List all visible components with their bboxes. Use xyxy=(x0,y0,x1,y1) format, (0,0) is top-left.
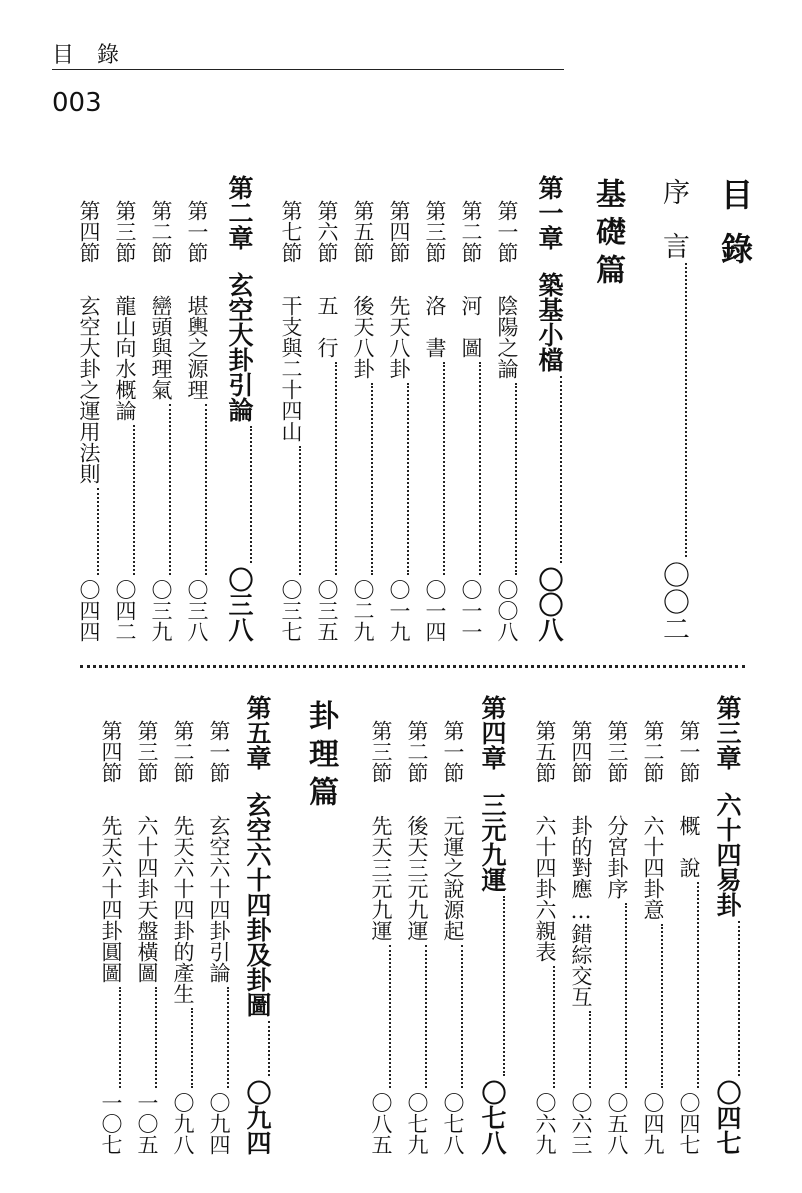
leader-dots xyxy=(425,945,427,1088)
toc-section-2-3[interactable] xyxy=(114,200,135,642)
toc-section-3-3[interactable] xyxy=(606,720,627,1155)
section-title: 龍山向水概論 xyxy=(113,295,137,421)
toc-section-1-3[interactable] xyxy=(424,200,445,642)
section-title: 元運之說源起 xyxy=(441,815,465,941)
section-label: 第四節 xyxy=(387,200,411,263)
toc-entry-preface[interactable] xyxy=(660,178,687,642)
chapter-title: 六十四易卦 xyxy=(713,792,742,917)
section-label: 第一節 xyxy=(677,720,701,783)
section-title: 洛 書 xyxy=(423,295,447,358)
leader-dots xyxy=(169,404,171,575)
section-label: 第五節 xyxy=(351,200,375,263)
leader-dots xyxy=(227,987,229,1088)
toc-chapter-2[interactable] xyxy=(227,175,252,642)
section-title: 河 圖 xyxy=(459,295,483,358)
section-label: 第一節 xyxy=(495,200,519,263)
leader-dots xyxy=(589,1011,591,1088)
chapter-title: 玄空六十四卦及卦圖 xyxy=(243,792,272,1017)
section-label: 第五節 xyxy=(533,720,557,783)
leader-dots xyxy=(389,945,391,1088)
leader-dots xyxy=(119,987,121,1088)
leader-dots xyxy=(191,1008,193,1088)
leader-dots xyxy=(299,446,301,575)
chapter-label: 第二章 xyxy=(225,175,254,250)
toc-section-1-1[interactable] xyxy=(496,200,517,642)
page-ref: 〇七八 xyxy=(441,1092,465,1155)
leader-dots xyxy=(133,425,135,575)
leader-dots xyxy=(625,903,627,1088)
page-ref: 〇〇八 xyxy=(495,579,519,642)
section-title: 概 說 xyxy=(677,815,701,878)
page-number: 003 xyxy=(52,88,102,118)
toc-section-4-3[interactable] xyxy=(370,720,391,1155)
toc-section-1-2[interactable] xyxy=(460,200,481,642)
chapter-title: 三元九運 xyxy=(478,792,507,892)
section-label: 第二節 xyxy=(405,720,429,783)
page-ref: 〇一九 xyxy=(387,579,411,642)
preface-label: 序 言 xyxy=(658,178,689,259)
leader-dots xyxy=(685,263,687,557)
page-ref: 〇八五 xyxy=(369,1092,393,1155)
leader-dots xyxy=(553,966,555,1088)
page-ref: 〇五八 xyxy=(605,1092,629,1155)
toc-section-5-2[interactable] xyxy=(172,720,193,1155)
section-title: 六十四卦意 xyxy=(641,815,665,920)
leader-dots xyxy=(268,1021,270,1076)
toc-section-1-6[interactable] xyxy=(316,200,337,642)
section-title: 干支與二十四山 xyxy=(279,295,303,442)
chapter-label: 第一章 xyxy=(535,175,564,250)
section-title: 五 行 xyxy=(315,295,339,358)
section-title: 六十四卦六親表 xyxy=(533,815,557,962)
leader-dots xyxy=(97,488,99,575)
page-ref: 〇七八 xyxy=(478,1080,507,1155)
toc-section-1-7[interactable] xyxy=(280,200,301,642)
toc-chapter-5[interactable] xyxy=(245,695,270,1155)
page-ref: 〇四二 xyxy=(113,579,137,642)
chapter-title: 玄空大卦引論 xyxy=(225,272,254,422)
leader-dots xyxy=(503,896,505,1076)
leader-dots xyxy=(515,383,517,575)
toc-chapter-1[interactable] xyxy=(537,175,562,642)
section-label: 第四節 xyxy=(99,720,123,783)
page-ref: 〇三八 xyxy=(225,567,254,642)
section-label: 第二節 xyxy=(149,200,173,263)
section-title: 六十四卦天盤橫圖 xyxy=(135,815,159,983)
toc-section-3-2[interactable] xyxy=(642,720,663,1155)
page-ref: 〇〇八 xyxy=(535,567,564,642)
page-ref: 〇九四 xyxy=(243,1080,272,1155)
toc-title: 目錄 xyxy=(716,178,754,286)
section-label: 第一節 xyxy=(441,720,465,783)
section-label: 第七節 xyxy=(279,200,303,263)
section-label: 第三節 xyxy=(135,720,159,783)
toc-chapter-3[interactable] xyxy=(715,695,740,1155)
section-title: 玄空六十四卦引論 xyxy=(207,815,231,983)
part-heading-hexagram-theory: 卦理篇 xyxy=(303,700,338,814)
toc-section-3-5[interactable] xyxy=(534,720,555,1155)
chapter-title: 築基小檔 xyxy=(535,272,564,372)
page-ref: 〇九八 xyxy=(171,1092,195,1155)
page-ref: 〇四四 xyxy=(77,579,101,642)
page-ref: 〇三八 xyxy=(185,579,209,642)
section-title: 後天三元九運 xyxy=(405,815,429,941)
page-ref: 〇六三 xyxy=(569,1092,593,1155)
leader-dots xyxy=(661,924,663,1088)
page-ref: 〇七九 xyxy=(405,1092,429,1155)
chapter-label: 第四章 xyxy=(478,695,507,770)
leader-dots xyxy=(371,383,373,575)
page-ref: 〇四七 xyxy=(713,1080,742,1155)
chapter-label: 第五章 xyxy=(243,695,272,770)
section-title: 後天八卦 xyxy=(351,295,375,379)
toc-section-4-2[interactable] xyxy=(406,720,427,1155)
page-ref: 〇四九 xyxy=(641,1092,665,1155)
page-ref: 〇二九 xyxy=(351,579,375,642)
page-ref: 〇六九 xyxy=(533,1092,557,1155)
leader-dots xyxy=(479,362,481,575)
section-label: 第六節 xyxy=(315,200,339,263)
page-ref: 〇九四 xyxy=(207,1092,231,1155)
toc-section-5-4[interactable] xyxy=(100,720,121,1155)
toc-section-5-1[interactable] xyxy=(208,720,229,1155)
section-label: 第一節 xyxy=(207,720,231,783)
page-ref: 〇一一 xyxy=(459,579,483,642)
section-title: 先天六十四卦的產生 xyxy=(171,815,195,1004)
chapter-label: 第三章 xyxy=(713,695,742,770)
toc-section-1-5[interactable] xyxy=(352,200,373,642)
toc-section-2-1[interactable] xyxy=(186,200,207,642)
toc-section-4-1[interactable] xyxy=(442,720,463,1155)
section-label: 第二節 xyxy=(171,720,195,783)
section-title: 先天八卦 xyxy=(387,295,411,379)
leader-dots xyxy=(205,404,207,575)
section-label: 第二節 xyxy=(459,200,483,263)
leader-dots xyxy=(407,383,409,575)
part-heading-basics: 基礎篇 xyxy=(590,178,625,292)
section-title: 先天六十四卦圓圖 xyxy=(99,815,123,983)
section-title: 分宮卦序 xyxy=(605,815,629,899)
leader-dots xyxy=(335,362,337,575)
page-ref: 〇一四 xyxy=(423,579,447,642)
page-ref: 〇三九 xyxy=(149,579,173,642)
header-rule xyxy=(52,69,564,70)
toc-section-2-4[interactable] xyxy=(78,200,99,642)
section-title: 巒頭與理氣 xyxy=(149,295,173,400)
section-label: 第二節 xyxy=(641,720,665,783)
section-label: 第一節 xyxy=(185,200,209,263)
section-divider xyxy=(80,665,745,668)
leader-dots xyxy=(461,945,463,1088)
page-ref: 〇四七 xyxy=(677,1092,701,1155)
section-label: 第三節 xyxy=(423,200,447,263)
running-header: 目 錄 xyxy=(52,43,127,68)
section-label: 第四節 xyxy=(569,720,593,783)
section-title: 陰陽之論 xyxy=(495,295,519,379)
toc-section-1-4[interactable] xyxy=(388,200,409,642)
leader-dots xyxy=(738,921,740,1076)
leader-dots xyxy=(443,362,445,575)
leader-dots xyxy=(250,426,252,563)
page-ref: 〇三五 xyxy=(315,579,339,642)
page-ref: 〇三七 xyxy=(279,579,303,642)
section-label: 第三節 xyxy=(605,720,629,783)
section-label: 第三節 xyxy=(369,720,393,783)
section-title: 先天三元九運 xyxy=(369,815,393,941)
leader-dots xyxy=(697,882,699,1088)
page-ref: 一〇七 xyxy=(99,1092,123,1155)
toc-section-3-1[interactable] xyxy=(678,720,699,1155)
page-ref: 一〇五 xyxy=(135,1092,159,1155)
leader-dots xyxy=(155,987,157,1088)
section-label: 第三節 xyxy=(113,200,137,263)
leader-dots xyxy=(560,376,562,563)
toc-chapter-4[interactable] xyxy=(480,695,505,1155)
section-label: 第四節 xyxy=(77,200,101,263)
toc-section-5-3[interactable] xyxy=(136,720,157,1155)
page-ref: 〇〇二 xyxy=(658,561,689,642)
toc-section-2-2[interactable] xyxy=(150,200,171,642)
section-title: 卦的對應…錯綜交互 xyxy=(569,815,593,1007)
section-title: 堪輿之源理 xyxy=(185,295,209,400)
toc-section-3-4[interactable] xyxy=(570,720,591,1155)
section-title: 玄空大卦之運用法則 xyxy=(77,295,101,484)
